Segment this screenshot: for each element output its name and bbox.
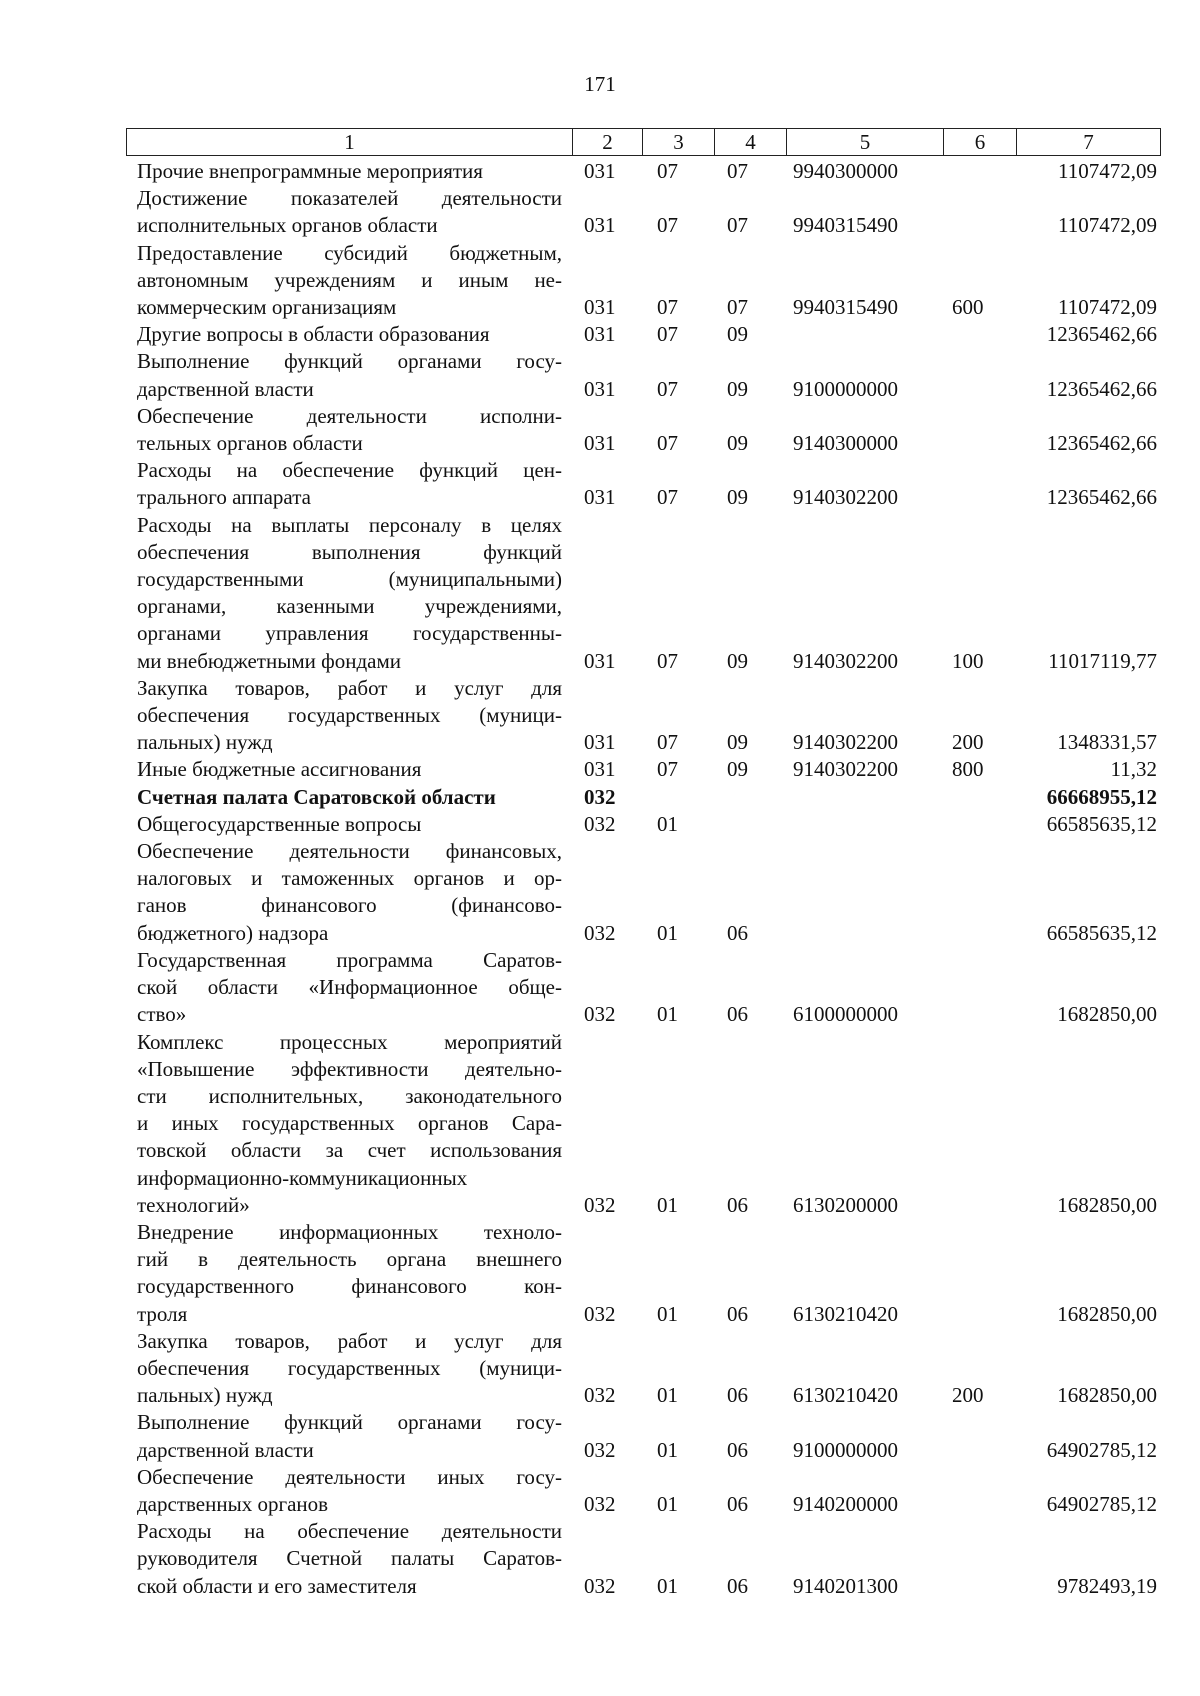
- row-col-4: 09: [727, 322, 748, 347]
- row-col-2: 031: [584, 295, 616, 320]
- header-col-1: 1: [127, 129, 573, 155]
- row-col-3: 07: [657, 376, 678, 401]
- row-name: Выполнение функций органами госу- дарственной власти: [137, 1410, 562, 1462]
- row-col-7: 12365462,66: [1046, 376, 1157, 401]
- row-name: Расходы на выплаты персоналу в целях обеспечения выполнения функций государственными (муниципальными) органами, казенными учреждениями, органами управления государственны- ми внебюджетными фондами: [137, 512, 562, 673]
- row-name: Закупка товаров, работ и услуг для обеспечения государственных (муници- пальных) нужд: [137, 1328, 562, 1408]
- row-col-5: 9940300000: [793, 159, 898, 183]
- table-row: [137, 512, 1157, 675]
- row-col-3: 07: [657, 648, 678, 673]
- row-name: Счетная палата Саратовской области: [137, 784, 496, 809]
- row-col-5: 9140302200: [793, 757, 898, 782]
- row-col-5: 9140200000: [793, 1491, 898, 1516]
- row-col-6: 100: [952, 648, 984, 673]
- table-row: [137, 756, 1157, 783]
- row-col-3: 01: [657, 1491, 678, 1516]
- row-col-7: 64902785,12: [1046, 1491, 1157, 1516]
- row-name: Расходы на обеспечение деятельности руководителя Счетной палаты Саратов- ской области и его заместителя: [137, 1519, 562, 1598]
- row-col-2: 031: [584, 648, 616, 673]
- table-body: [137, 158, 1157, 1600]
- row-col-4: 06: [727, 1573, 748, 1598]
- row-name: Обеспечение деятельности иных госу- дарственных органов: [137, 1464, 562, 1516]
- row-col-2: 032: [584, 1383, 616, 1408]
- row-col-5: 9140302200: [793, 485, 898, 510]
- table-row: [137, 947, 1157, 1029]
- row-col-7: 1682850,00: [1057, 1301, 1157, 1326]
- row-col-2: 031: [584, 431, 616, 456]
- table-row: [137, 457, 1157, 511]
- table-header: [126, 128, 1161, 156]
- table-row: [137, 838, 1157, 947]
- row-name: Выполнение функций органами госу- дарственной власти: [137, 349, 562, 401]
- row-col-3: 01: [657, 1573, 678, 1598]
- row-col-7: 66668955,12: [1046, 784, 1157, 809]
- row-col-5: 6130210420: [793, 1301, 898, 1326]
- row-name: Государственная программа Саратов- ской области «Информационное обще- ство»: [137, 947, 562, 1027]
- row-col-2: 032: [584, 920, 616, 945]
- row-col-4: 09: [727, 757, 748, 782]
- table-row: [137, 784, 1157, 811]
- row-col-7: 1107472,09: [1058, 213, 1157, 238]
- row-col-7: 64902785,12: [1046, 1437, 1157, 1462]
- row-col-5: 6130210420: [793, 1383, 898, 1408]
- row-col-3: 07: [657, 159, 678, 183]
- row-name: Иные бюджетные ассигнования: [137, 757, 422, 782]
- row-col-3: 07: [657, 485, 678, 510]
- row-col-2: 031: [584, 213, 616, 238]
- row-col-2: 032: [584, 1437, 616, 1462]
- row-col-3: 01: [657, 1192, 678, 1217]
- table-row: [137, 185, 1157, 239]
- table-row: [137, 1409, 1157, 1463]
- row-col-7: 12365462,66: [1046, 322, 1157, 347]
- table-row: [137, 1464, 1157, 1518]
- row-col-2: 032: [584, 1491, 616, 1516]
- row-col-7: 1682850,00: [1057, 1192, 1157, 1217]
- page-number: 171: [584, 72, 616, 96]
- row-col-4: 09: [727, 431, 748, 456]
- table-row: [137, 403, 1157, 457]
- row-col-6: 200: [952, 730, 984, 755]
- row-col-2: 031: [584, 730, 616, 755]
- row-col-5: 9100000000: [793, 376, 898, 401]
- row-col-3: 07: [657, 322, 678, 347]
- row-col-5: 9140302200: [793, 648, 898, 673]
- table-row: [137, 1029, 1157, 1219]
- table-row: [137, 1219, 1157, 1328]
- row-col-5: 9140302200: [793, 730, 898, 755]
- header-col-6: 6: [944, 129, 1017, 155]
- row-col-2: 032: [584, 784, 616, 809]
- row-col-7: 12365462,66: [1046, 485, 1157, 510]
- row-col-2: 031: [584, 376, 616, 401]
- row-name: Расходы на обеспечение функций цен- трального аппарата: [137, 458, 562, 510]
- row-col-2: 032: [584, 1573, 616, 1598]
- row-col-5: 9940315490: [793, 213, 898, 238]
- row-col-2: 031: [584, 485, 616, 510]
- row-col-3: 07: [657, 295, 678, 320]
- table-row: [137, 321, 1157, 348]
- row-col-7: 9782493,19: [1057, 1573, 1157, 1598]
- row-name: Обеспечение деятельности финансовых, налоговых и таможенных органов и ор- ганов финансового (финансово- бюджетного) надзора: [137, 839, 562, 945]
- table-row: [137, 240, 1157, 322]
- row-col-7: 11,32: [1110, 757, 1157, 782]
- row-col-6: 800: [952, 757, 984, 782]
- row-col-7: 1682850,00: [1057, 1002, 1157, 1027]
- row-col-7: 12365462,66: [1046, 431, 1157, 456]
- row-name: Закупка товаров, работ и услуг для обеспечения государственных (муници- пальных) нужд: [137, 675, 562, 755]
- row-col-2: 032: [584, 811, 616, 836]
- row-col-6: 600: [952, 295, 984, 320]
- row-col-4: 09: [727, 730, 748, 755]
- row-col-4: 06: [727, 1192, 748, 1217]
- header-col-2: 2: [573, 129, 643, 155]
- row-col-2: 032: [584, 1192, 616, 1217]
- row-col-5: 9140300000: [793, 431, 898, 456]
- row-col-3: 01: [657, 811, 678, 836]
- row-col-5: 6100000000: [793, 1002, 898, 1027]
- row-col-3: 01: [657, 1383, 678, 1408]
- table-row: [137, 1328, 1157, 1410]
- row-col-2: 032: [584, 1301, 616, 1326]
- row-col-5: 6130200000: [793, 1192, 898, 1217]
- row-col-5: 9100000000: [793, 1437, 898, 1462]
- header-col-4: 4: [715, 129, 787, 155]
- row-col-7: 1348331,57: [1057, 730, 1157, 755]
- row-col-3: 07: [657, 757, 678, 782]
- header-col-5: 5: [787, 129, 944, 155]
- row-col-3: 07: [657, 730, 678, 755]
- row-col-4: 07: [727, 213, 748, 238]
- row-col-7: 1107472,09: [1058, 295, 1157, 320]
- table-row: [137, 158, 1157, 185]
- row-name: Обеспечение деятельности исполни- тельных органов области: [137, 403, 562, 456]
- row-name: Общегосударственные вопросы: [137, 811, 422, 836]
- row-col-4: 06: [727, 920, 748, 945]
- row-col-4: 09: [727, 485, 748, 510]
- row-col-2: 032: [584, 1002, 616, 1027]
- table-row: [137, 675, 1157, 757]
- row-col-4: 06: [727, 1491, 748, 1516]
- row-name: Внедрение информационных техноло- гий в деятельность органа внешнего государственного финансового кон- троля: [137, 1219, 562, 1326]
- row-col-4: 09: [727, 648, 748, 673]
- row-col-7: 11017119,77: [1048, 648, 1157, 673]
- row-col-5: 9140201300: [793, 1573, 898, 1598]
- row-col-3: 01: [657, 1002, 678, 1027]
- row-name: Прочие внепрограммные мероприятия: [137, 159, 483, 183]
- row-col-7: 66585635,12: [1046, 811, 1157, 836]
- row-name: Достижение показателей деятельности исполнительных органов области: [137, 186, 562, 238]
- row-col-4: 06: [727, 1437, 748, 1462]
- table-row: [137, 1518, 1157, 1600]
- row-col-3: 01: [657, 1437, 678, 1462]
- row-name: Предоставление субсидий бюджетным, автономным учреждениям и иным не- коммерческим организациям: [137, 240, 562, 320]
- row-col-7: 1682850,00: [1057, 1383, 1157, 1408]
- row-col-4: 09: [727, 376, 748, 401]
- row-col-3: 01: [657, 920, 678, 945]
- row-col-4: 06: [727, 1383, 748, 1408]
- row-name: Комплекс процессных мероприятий «Повышение эффективности деятельно- сти исполнительных, законодательного и иных государственных органов Сара- товской области за счет использования информационно-коммуникационных технологий»: [137, 1029, 562, 1217]
- row-col-4: 06: [727, 1301, 748, 1326]
- row-col-4: 07: [727, 295, 748, 320]
- row-col-2: 031: [584, 159, 616, 183]
- row-name: Другие вопросы в области образования: [137, 322, 490, 347]
- header-col-3: 3: [643, 129, 715, 155]
- row-col-6: 200: [952, 1383, 984, 1408]
- row-col-3: 01: [657, 1301, 678, 1326]
- row-col-7: 66585635,12: [1046, 920, 1157, 945]
- row-col-2: 031: [584, 757, 616, 782]
- header-col-7: 7: [1083, 130, 1094, 154]
- table-row: [137, 348, 1157, 402]
- row-col-3: 07: [657, 213, 678, 238]
- row-col-3: 07: [657, 431, 678, 456]
- row-col-5: 9940315490: [793, 295, 898, 320]
- row-col-7: 1107472,09: [1058, 159, 1157, 183]
- row-col-2: 031: [584, 322, 616, 347]
- row-col-4: 07: [727, 159, 748, 183]
- row-col-4: 06: [727, 1002, 748, 1027]
- table-row: [137, 811, 1157, 838]
